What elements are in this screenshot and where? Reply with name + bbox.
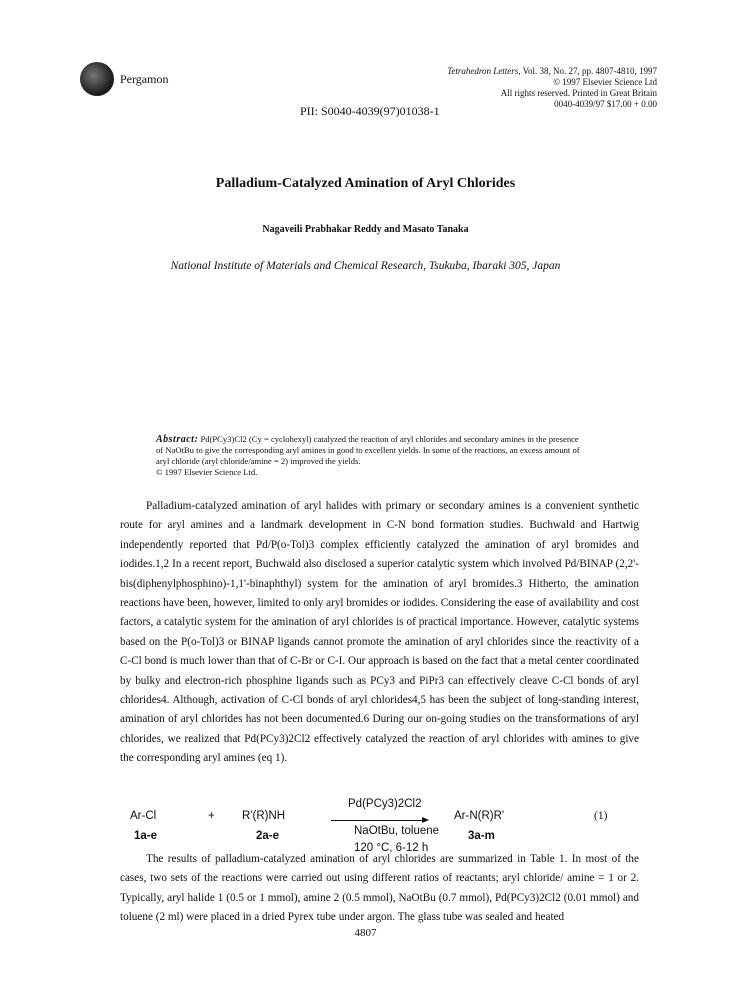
price-line: 0040-4039/97 $17.00 + 0.00 (554, 99, 657, 109)
label-aryl-chlorides: 1a-e (134, 830, 158, 842)
pii: PII: S0040-4039(97)01038-1 (300, 104, 440, 118)
reactant-amine: R'(R)NH (242, 810, 286, 822)
citation-details: , Vol. 38, No. 27, pp. 4807-4810, 1997 (518, 66, 657, 76)
body-paragraph-1: Palladium-catalyzed amination of aryl halides with primary or secondary amines is a convenient synthetic route for aryl amines and a landmark development in C-N bond formation studies. Buchwald and Hartwig independently reported that Pd/P(o-Tol)3 complex efficiently catalyzed the amination of aryl bromides and iodides.1,2 In a recent report, Buchwald also disclosed a superior catalytic system which involved Pd/BINAP (2,2'-bis(diphenylphosphino)-1,1'-binaphthyl) system for the amination of aryl bromides.3 Hitherto, the amination reactions have been, however, limited to only aryl bromides or iodides. Considering the ease of availability and cost factors, a catalytic system for the amination of aryl chlorides is of practical importance. However, catalytic systems based on the P(o-Tol)3 or BINAP ligands cannot promote the amination of aryl chlorides since the reactivity of a C-Cl bond is much lower than that of C-Br or C-I. Our approach is based on the fact that a metal center coordinated by bulky and electron-rich phosphine ligands such as PCy3 and PiPr3 can effectively cleave C-Cl bonds of aryl chlorides4. Although, activation of C-Cl bonds of aryl chlorides4,5 has been the subject of long-standing interest, amination of aryl chlorides has not been documented.6 During our on-going studies on the transformations of aryl chlorides, we realized that Pd(PCy3)2Cl2 effectively catalyzed the reaction of aryl chlorides with amines to give the corresponding aryl amines (eq 1). (120, 500, 640, 765)
reactant-aryl-chloride: Ar-Cl (130, 810, 157, 822)
reaction-conditions: 120 °C, 6-12 h (354, 842, 429, 854)
abstract-copyright: © 1997 Elsevier Science Ltd. (156, 467, 258, 477)
article-authors: Nagaveili Prabhakar Reddy and Masato Tanaka (262, 224, 469, 235)
article-title: Palladium-Catalyzed Amination of Aryl Chlorides (215, 176, 516, 191)
copyright-line: © 1997 Elsevier Science Ltd (553, 77, 657, 87)
article-affiliation: National Institute of Materials and Chemical Research, Tsukuba, Ibaraki 305, Japan (170, 260, 561, 272)
page-number: 4807 (354, 927, 377, 939)
abstract-label: Abstract: (156, 434, 199, 445)
product: Ar-N(R)R' (454, 810, 505, 822)
abstract-text: Pd(PCy3)Cl2 (Cy = cyclohexyl) catalyzed the reaction of aryl chlorides and secondary amines in the presence of NaOtBu to give the corresponding aryl amines in good to excellent yields. In some of the reactions, an excess amount of aryl chloride (aryl chloride/amine = 2) improved the yields. (156, 434, 580, 466)
reaction-arrow (331, 820, 427, 821)
label-products: 3a-m (468, 830, 495, 842)
abstract (156, 434, 586, 478)
journal-citation (327, 66, 657, 77)
label-amines: 2a-e (256, 830, 280, 842)
publisher-name: Pergamon (120, 72, 169, 86)
rights-line: All rights reserved. Printed in Great Britain (500, 88, 657, 98)
plus-sign: + (208, 810, 215, 822)
reaction-equation (120, 796, 640, 854)
body-paragraph-2: The results of palladium-catalyzed amination of aryl chlorides are summarized in Table 1. In most of the cases, two sets of the reactions were carried out using different ratios of reactants; aryl chloride/ amine = 1 or 2. Typically, aryl halide 1 (0.5 or 1 mmol), amine 2 (0.5 mmol), NaOtBu (0.7 mmol), Pd(PCy3)2Cl2 (0.01 mmol) and toluene (2 ml) were placed in a dried Pyrex tube under argon. The glass tube was sealed and heated (120, 853, 639, 924)
equation-number: (1) (594, 810, 608, 822)
pergamon-logo (80, 62, 114, 96)
catalyst: Pd(PCy3)2Cl2 (348, 798, 422, 810)
base-solvent: NaOtBu, toluene (354, 825, 440, 837)
journal-name: Tetrahedron Letters (447, 66, 519, 76)
